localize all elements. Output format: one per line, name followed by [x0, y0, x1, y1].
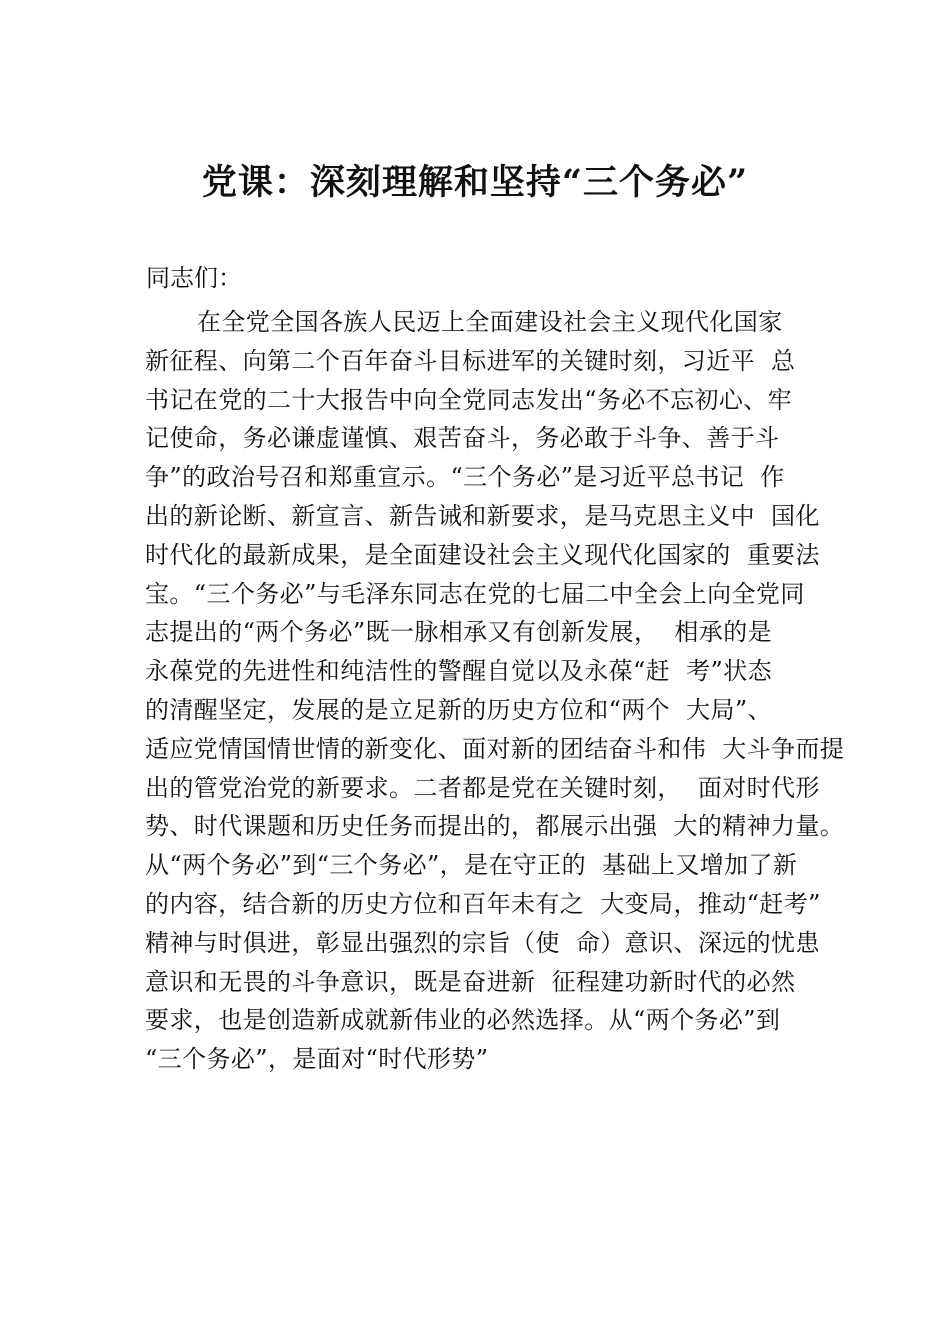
text-line: 争”的政治号召和郑重宣示。“三个务必”是习近平总书记 作 [145, 463, 785, 492]
text-line: 记使命，务必谦虚谨慎、艰苦奋斗，务必敢于斗争、善于斗 [145, 424, 780, 453]
page-title: 党课：深刻理解和坚持“三个务必” [201, 162, 749, 203]
text-line: 势、时代课题和历史任务而提出的，都展示出强 大的精神力量。 [145, 812, 845, 841]
salutation: 同志们： [146, 264, 242, 292]
text-line: 适应党情国情世情的新变化、面对新的团结奋斗和伟 大斗争而提 [145, 734, 845, 763]
text-line: 出的管党治党的新要求。二者都是党在关键时刻， 面对时代形 [145, 773, 820, 802]
text-line: 出的新论断、新宣言、新告诫和新要求，是马克思主义中 国化 [145, 501, 820, 530]
text-line: 时代化的最新成果，是全面建设社会主义现代化国家的 重要法 [145, 540, 820, 569]
text-line: 永葆党的先进性和纯洁性的警醒自觉以及永葆“赶 考”状态 [145, 657, 772, 686]
text-line: 书记在党的二十大报告中向全党同志发出“务必不忘初心、牢 [145, 385, 793, 414]
text-line: 从“两个务必”到“三个务必”，是在守正的 基础上又增加了新 [145, 851, 798, 880]
text-line: 精神与时俱进，彰显出强烈的宗旨（使 命）意识、深远的忧患 [145, 928, 820, 957]
text-line: 在全党全国各族人民迈上全面建设社会主义现代化国家 [197, 308, 783, 336]
body-paragraph [0, 303, 950, 1079]
text-line: “三个务必”，是面对“时代形势” [145, 1045, 489, 1074]
text-line: 意识和无畏的斗争意识，既是奋进新 征程建功新时代的必然 [145, 967, 796, 996]
text-line: 志提出的“两个务必”既一脉相承又有创新发展， 相承的是 [145, 618, 772, 647]
text-line: 的内容，结合新的历史方位和百年未有之 大变局，推动“赶考” [145, 889, 821, 918]
text-line: 新征程、向第二个百年奋斗目标进军的关键时刻，习近平 总 [145, 346, 796, 375]
text-line: 的清醒坚定，发展的是立足新的历史方位和“两个 大局”、 [145, 695, 772, 724]
text-line: 宝。“三个务必”与毛泽东同志在党的七届二中全会上向全党同 [145, 579, 805, 608]
text-line: 要求，也是创造新成就新伟业的必然选择。从“两个务必”到 [145, 1006, 781, 1035]
